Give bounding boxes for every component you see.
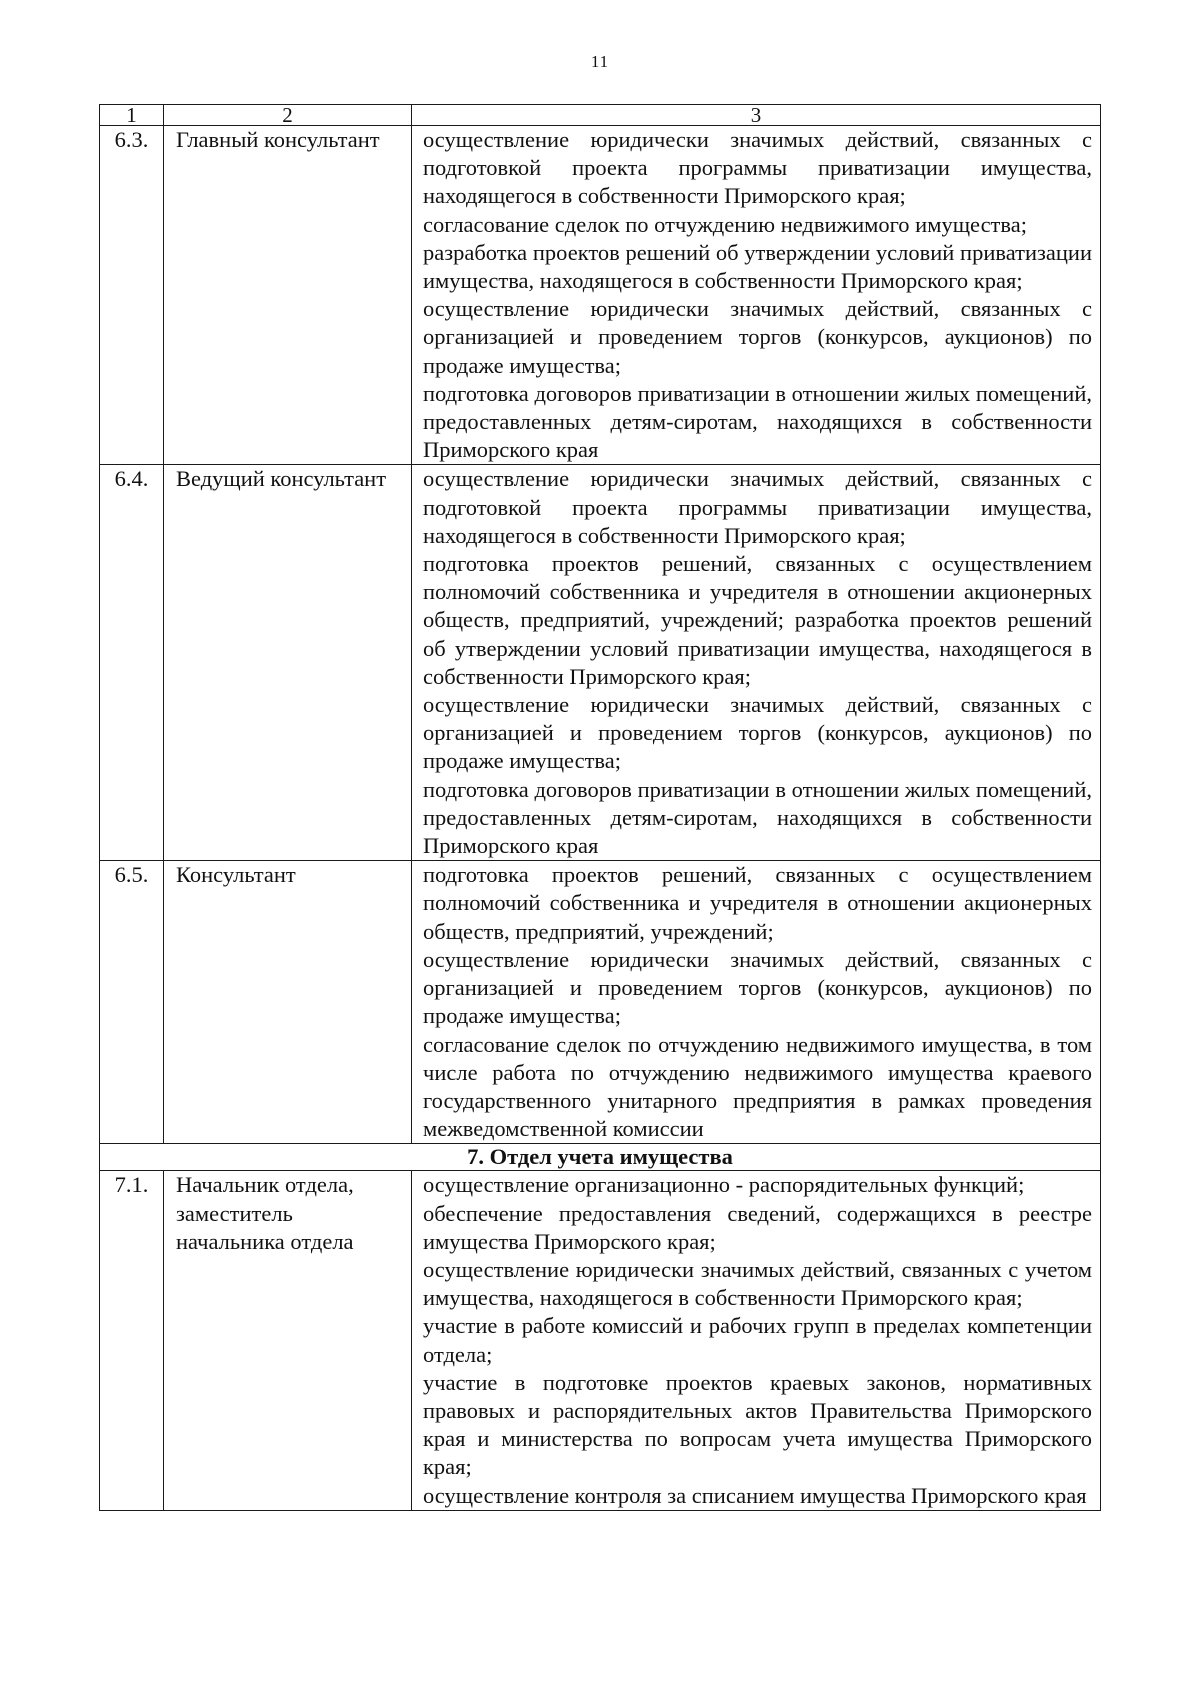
position-title: Главный консультант (164, 126, 412, 465)
table-header-row (100, 105, 1101, 126)
duties-cell (412, 126, 1101, 465)
duty-item: подготовка договоров приватизации в отношении жилых помещений, предоставленных детям-сиротам, находящихся в собственности Приморского края (423, 380, 1092, 463)
header-col-1: 1 (100, 105, 164, 126)
duty-item: подготовка проектов решений, связанных с осуществлением полномочий собственника и учредителя в отношении акционерных обществ, предприятий, учреждений; разработка проектов решений об утверждении условий приватизации имущества, находящегося в собственности Приморского края; (423, 551, 1092, 689)
table-row (100, 126, 1101, 465)
duty-item: осуществление юридически значимых действий, связанных с организацией и проведением торгов (конкурсов, аукционов) по продаже имущества; (423, 946, 1092, 1029)
position-title: Ведущий консультант (164, 465, 412, 861)
section-title: 7. Отдел учета имущества (100, 1144, 1101, 1171)
duty-item: согласование сделок по отчуждению недвижимого имущества, в том числе работа по отчуждению недвижимого имущества краевого государственного унитарного предприятия в рамках проведения межведомственной комиссии (423, 1031, 1092, 1142)
duty-item: осуществление юридически значимых действий, связанных с организацией и проведением торгов (конкурсов, аукционов) по продаже имущества; (423, 296, 1092, 378)
duty-item: согласование сделок по отчуждению недвижимого имущества; (423, 211, 1027, 237)
duty-item: осуществление юридически значимых действий, связанных с подготовкой проекта программы приватизации имущества, находящегося в собственности Приморского края; (423, 127, 1092, 209)
duty-item: осуществление юридически значимых действий, связанных с подготовкой проекта программы приватизации имущества, находящегося в собственности Приморского края; (423, 466, 1092, 548)
duties-cell (412, 465, 1101, 861)
duty-item: осуществление контроля за списанием имущества Приморского края (423, 1482, 1087, 1508)
position-title: Консультант (164, 861, 412, 1144)
row-number: 6.4. (100, 465, 164, 861)
duty-item: подготовка договоров приватизации в отношении жилых помещений, предоставленных детям-сиротам, находящихся в собственности Приморского края (423, 776, 1092, 859)
duties-cell (412, 1171, 1101, 1510)
duty-item: осуществление юридически значимых действий, связанных с учетом имущества, находящегося в собственности Приморского края; (423, 1256, 1092, 1311)
table-row (100, 1171, 1101, 1510)
row-number: 7.1. (100, 1171, 164, 1510)
duties-cell (412, 861, 1101, 1144)
table-row (100, 861, 1101, 1144)
section-row (100, 1144, 1101, 1171)
duty-item: разработка проектов решений об утверждении условий приватизации имущества, находящегося в собственности Приморского края; (423, 239, 1092, 294)
duty-item: обеспечение предоставления сведений, содержащихся в реестре имущества Приморского края; (423, 1200, 1092, 1254)
duties-table (99, 104, 1101, 1511)
header-col-2: 2 (164, 105, 412, 126)
page-number: 11 (590, 52, 610, 71)
table-row (100, 465, 1101, 861)
row-number: 6.3. (100, 126, 164, 465)
header-col-3: 3 (412, 105, 1101, 126)
duty-item: осуществление юридически значимых действий, связанных с организацией и проведением торгов (конкурсов, аукционов) по продаже имущества; (423, 692, 1092, 774)
position-title: Начальник отдела, заместитель начальника отдела (164, 1171, 412, 1510)
row-number: 6.5. (100, 861, 164, 1144)
duty-item: участие в работе комиссий и рабочих групп в пределах компетенции отдела; (423, 1313, 1092, 1367)
duty-item: осуществление организационно - распорядительных функций; (423, 1172, 1025, 1198)
duty-item: участие в подготовке проектов краевых законов, нормативных правовых и распорядительных актов Правительства Приморского края и министерства по вопросам учета имущества Приморского края; (423, 1369, 1092, 1480)
duty-item: подготовка проектов решений, связанных с осуществлением полномочий собственника и учредителя в отношении акционерных обществ, предприятий, учреждений; (423, 862, 1092, 944)
